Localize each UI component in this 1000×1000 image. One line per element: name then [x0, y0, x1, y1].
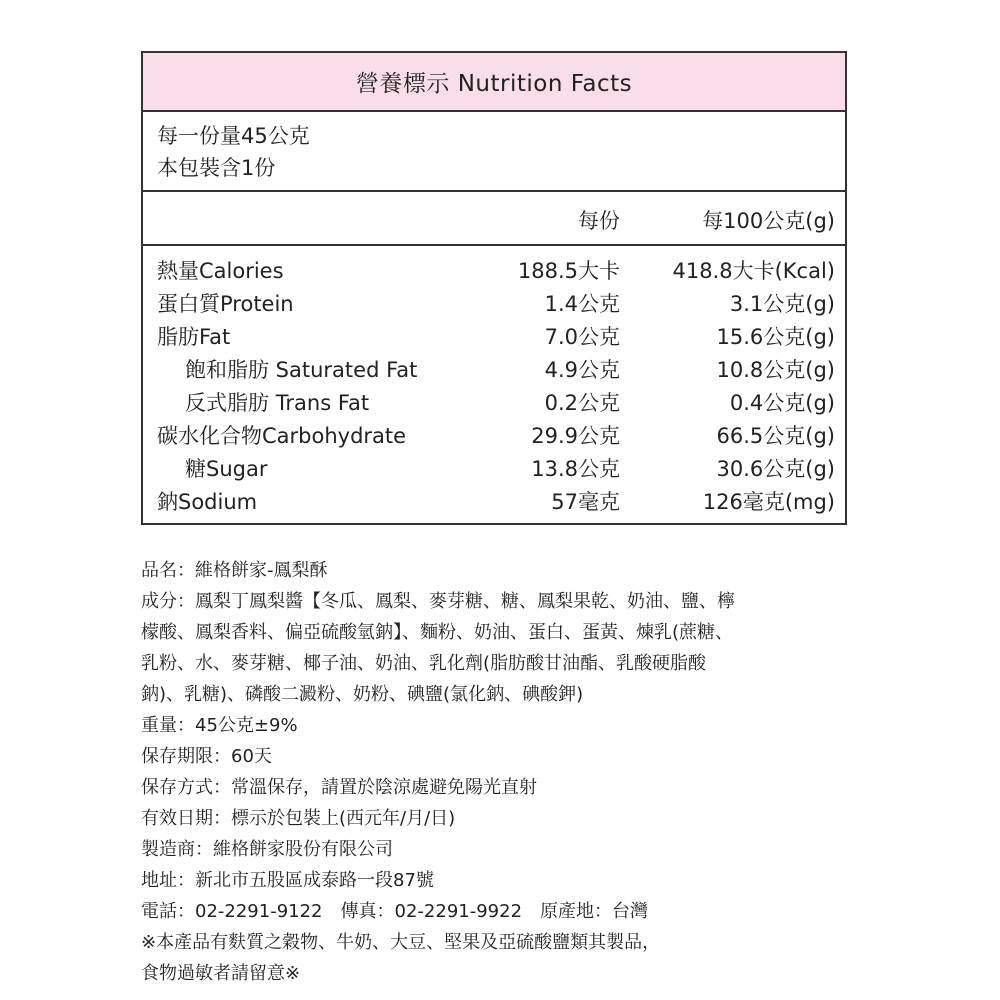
nutrient-per-100g: 10.8公克(g) — [716, 358, 835, 382]
expiry-date: 有效日期：標示於包裝上(西元年/月/日) — [141, 808, 456, 829]
ingredients-line: 乳粉、水、麥芽糖、椰子油、奶油、乳化劑(脂肪酸甘油酯、乳酸硬脂酸 — [141, 653, 707, 674]
serving-info — [143, 112, 845, 192]
ingredients-line: 鈉)、乳糖)、磷酸二澱粉、奶粉、碘鹽(氯化鈉、碘酸鉀) — [141, 684, 584, 705]
weight: 重量：45公克±9% — [141, 715, 298, 736]
nutrient-label: 脂肪Fat — [157, 325, 231, 349]
nutrient-label: 糖Sugar — [185, 457, 268, 481]
nutrient-per-serving: 7.0公克 — [544, 325, 620, 349]
nutrition-facts-table — [141, 51, 847, 525]
nutrient-row — [143, 452, 845, 485]
nutrient-label: 鈉Sodium — [157, 490, 258, 514]
nutrient-per-serving: 4.9公克 — [544, 358, 620, 382]
nutrient-row — [143, 419, 845, 452]
nutrient-per-100g: 3.1公克(g) — [729, 292, 835, 316]
nutrient-per-serving: 13.8公克 — [531, 457, 620, 481]
nutrient-label: 飽和脂肪 Saturated Fat — [185, 358, 418, 382]
nutrient-per-100g: 30.6公克(g) — [716, 457, 835, 481]
nutrient-row — [143, 320, 845, 353]
nutrient-row — [143, 254, 845, 287]
nutrient-label: 碳水化合物Carbohydrate — [157, 424, 407, 448]
allergen-note: 食物過敏者請留意※ — [141, 963, 301, 984]
nutrient-per-serving: 1.4公克 — [544, 292, 620, 316]
nutrient-label: 蛋白質Protein — [157, 292, 294, 316]
allergen-note: ※本產品有麩質之穀物、牛奶、大豆、堅果及亞硫酸鹽類其製品， — [141, 932, 661, 953]
nutrient-per-100g: 126毫克(mg) — [702, 490, 835, 514]
address: 地址：新北市五股區成泰路一段87號 — [141, 870, 434, 891]
column-header — [143, 192, 845, 246]
nutrient-per-100g: 66.5公克(g) — [716, 424, 835, 448]
product-info — [141, 555, 861, 989]
nutrient-row — [143, 386, 845, 419]
nutrient-per-serving: 29.9公克 — [531, 424, 620, 448]
nutrient-per-serving: 188.5大卡 — [517, 259, 620, 283]
ingredients-line: 檬酸、鳳梨香料、偏亞硫酸氫鈉】、麵粉、奶油、蛋白、蛋黃、煉乳(蔗糖、 — [141, 622, 734, 643]
ingredients-line: 成分：鳳梨丁鳳梨醬【冬瓜、鳳梨、麥芽糖、糖、鳳梨果乾、奶油、鹽、檸 — [141, 591, 735, 612]
contact-origin: 電話：02-2291-9122 傳真：02-2291-9922 原產地：台灣 — [141, 901, 649, 922]
storage-method: 保存方式：常溫保存，請置於陰涼處避免陽光直射 — [141, 777, 537, 798]
servings-per-package: 本包裝含1份 — [157, 156, 276, 180]
nutrient-per-serving: 0.2公克 — [544, 391, 620, 415]
serving-size: 每一份量45公克 — [157, 124, 310, 148]
nutrient-per-100g: 0.4公克(g) — [729, 391, 835, 415]
nutrient-label: 反式脂肪 Trans Fat — [185, 391, 370, 415]
col-per-100g: 每100公克(g) — [702, 209, 835, 233]
shelf-life: 保存期限：60天 — [141, 746, 272, 767]
product-name: 品名：維格餅家-鳳梨酥 — [141, 560, 328, 581]
nutrient-row — [143, 287, 845, 320]
nutrient-rows — [143, 246, 845, 518]
nutrient-per-100g: 418.8大卡(Kcal) — [672, 259, 835, 283]
nutrition-title: 營養標示 Nutrition Facts — [143, 53, 845, 112]
nutrient-row — [143, 485, 845, 518]
nutrient-per-serving: 57毫克 — [551, 490, 620, 514]
manufacturer: 製造商：維格餅家股份有限公司 — [141, 839, 393, 860]
nutrient-row — [143, 353, 845, 386]
col-per-serving: 每份 — [578, 209, 620, 233]
nutrient-label: 熱量Calories — [157, 259, 284, 283]
nutrient-per-100g: 15.6公克(g) — [716, 325, 835, 349]
